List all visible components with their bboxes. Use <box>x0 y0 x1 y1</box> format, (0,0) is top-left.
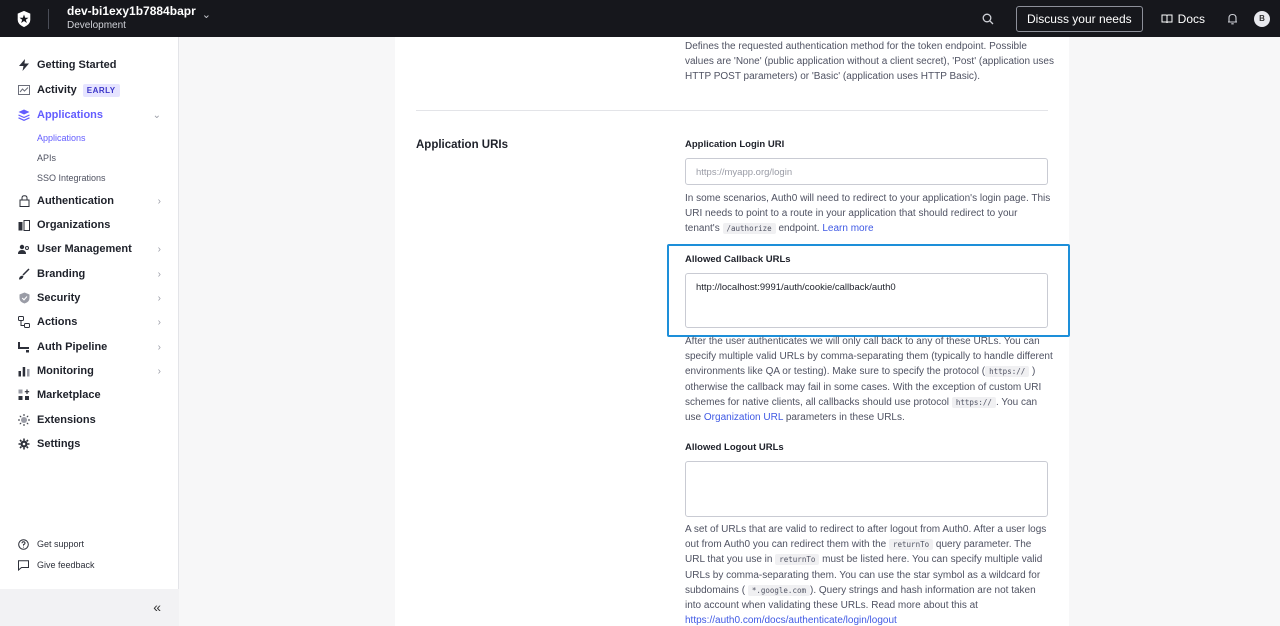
chevron-right-icon: › <box>157 341 161 353</box>
help-text: A set of URLs that are valid to redirect to after logout from Auth0. After a user logs out from Auth0 you can redirect them with the <box>685 524 1047 551</box>
sidebar-item-label: Security <box>37 292 81 304</box>
sidebar-item-label: Branding <box>37 268 86 280</box>
help-text: . You can use <box>685 396 1038 424</box>
chevron-down-icon: ⌄ <box>152 109 161 121</box>
tenant-name: dev-bi1exy1b7884bapr <box>67 4 196 18</box>
sidebar-subitem-applications[interactable]: Applications <box>37 133 86 143</box>
give-feedback-label: Give feedback <box>37 560 95 570</box>
discuss-your-needs-button[interactable]: Discuss your needs <box>1016 6 1143 32</box>
grid-plus-icon <box>17 388 31 402</box>
bell-icon[interactable] <box>1227 13 1238 25</box>
brush-icon <box>17 267 31 281</box>
code-snippet: *.google.com <box>748 585 810 596</box>
give-feedback-link[interactable] <box>0 555 179 575</box>
help-text: ). Query strings and hash information are not taken into account when validating these URLs. Read more about this at <box>685 584 1036 612</box>
allowed-logout-urls-textarea[interactable] <box>685 461 1048 517</box>
chevron-right-icon: › <box>157 195 161 207</box>
code-snippet: /authorize <box>723 223 776 234</box>
sidebar-item-branding[interactable] <box>0 263 179 285</box>
allowed-callback-urls-label: Allowed Callback URLs <box>685 254 791 265</box>
sidebar-item-label: Applications <box>37 109 104 121</box>
organization-url-link[interactable]: Organization URL <box>703 412 784 424</box>
topbar-divider <box>48 9 49 29</box>
allowed-logout-urls-label: Allowed Logout URLs <box>685 442 784 453</box>
gear-icon <box>17 437 31 451</box>
message-icon <box>17 559 29 571</box>
sidebar-item-label: Extensions <box>37 414 96 426</box>
textarea-value: http://localhost:9991/auth/cookie/callback/auth0 <box>696 282 896 293</box>
tenant-environment: Development <box>67 20 126 31</box>
token-auth-method-help: Defines the requested authentication method for the token endpoint. Possible values are 'None' (public application without a client secret), 'Post' (application uses HTTP POST parameters) or 'Basic' (application uses HTTP Basic). <box>685 41 1054 83</box>
shield-icon <box>17 291 31 305</box>
help-text: endpoint. <box>778 223 820 235</box>
sidebar-item-label: Actions <box>37 316 78 328</box>
early-badge: EARLY <box>83 84 120 97</box>
building-icon <box>17 218 31 232</box>
actions-icon <box>17 315 31 329</box>
get-support-link[interactable] <box>0 534 179 554</box>
pipeline-icon <box>17 340 31 354</box>
application-login-uri-input[interactable] <box>685 158 1048 185</box>
sidebar-item-label: Monitoring <box>37 365 94 377</box>
chevron-right-icon: › <box>157 292 161 304</box>
search-icon[interactable] <box>978 9 998 29</box>
input-placeholder: https://myapp.org/login <box>696 167 793 178</box>
layers-icon <box>17 108 31 122</box>
sidebar-item-label: Organizations <box>37 219 111 231</box>
learn-more-link[interactable]: Learn more <box>822 223 874 235</box>
users-icon <box>17 242 31 256</box>
sidebar-item-user-management[interactable] <box>0 238 179 260</box>
code-snippet: returnTo <box>775 554 819 565</box>
sidebar-item-organizations[interactable] <box>0 214 179 236</box>
sidebar-item-marketplace[interactable] <box>0 384 179 406</box>
sidebar-item-label: Auth Pipeline <box>37 341 108 353</box>
bar-chart-icon <box>17 364 31 378</box>
sidebar-item-authentication[interactable] <box>0 190 179 212</box>
application-uris-title: Application URIs <box>416 139 509 151</box>
sidebar-item-security[interactable] <box>0 287 179 309</box>
sidebar-subitem-apis[interactable]: APIs <box>37 153 57 163</box>
main-content <box>179 37 1280 626</box>
gear-burst-icon <box>17 413 31 427</box>
top-bar-actions <box>978 0 1280 37</box>
sidebar-item-label: Settings <box>37 438 81 450</box>
sidebar-item-label: Getting Started <box>37 59 117 71</box>
sidebar-item-actions[interactable] <box>0 311 179 333</box>
chevron-right-icon: › <box>157 365 161 377</box>
chevron-right-icon: › <box>157 316 161 328</box>
help-text: query parameter. The URL that you use in <box>685 539 1032 566</box>
sidebar <box>0 37 179 626</box>
sidebar-item-monitoring[interactable] <box>0 360 179 382</box>
help-text: After the user authenticates we will only call back to any of these URLs. You can specify multiple valid URLs by comma-separating them (typically to handle different environments like QA or testing). Make sure to specify the protocol ( <box>685 336 1053 378</box>
code-snippet: returnTo <box>889 539 933 550</box>
chevron-right-icon: › <box>157 243 161 255</box>
tenant-switcher[interactable] <box>67 4 196 33</box>
collapse-sidebar-icon[interactable]: « <box>153 599 161 615</box>
code-snippet: https:// <box>952 397 996 408</box>
application-login-uri-label: Application Login URI <box>685 139 785 150</box>
sidebar-item-applications[interactable] <box>0 104 179 126</box>
sidebar-item-label: Marketplace <box>37 389 101 401</box>
docs-link[interactable] <box>1161 12 1205 26</box>
top-bar <box>0 0 1280 37</box>
chevron-down-icon[interactable]: ⌄ <box>201 9 211 21</box>
help-text: must be listed here. You can specify multiple valid URLs by comma-separating them. You can use the star symbol as a wildcard for subdomains ( <box>685 554 1043 596</box>
help-text: ) otherwise the callback may fail in some cases. With the exception of custom URI schemes for native clients, all callbacks should use protocol <box>685 366 1042 408</box>
sidebar-item-auth-pipeline[interactable] <box>0 336 179 358</box>
sidebar-item-label: Authentication <box>37 195 114 207</box>
allowed-callback-urls-textarea[interactable] <box>685 273 1048 328</box>
sidebar-collapse-bar <box>0 589 179 626</box>
logout-docs-link[interactable]: https://auth0.com/docs/authenticate/login/logout <box>685 615 897 626</box>
code-snippet: https:// <box>985 366 1029 377</box>
chevron-right-icon: › <box>157 268 161 280</box>
sidebar-item-activity[interactable] <box>0 79 179 101</box>
allowed-callback-urls-help <box>685 334 1053 425</box>
help-text: In some scenarios, Auth0 will need to redirect to your application's login page. This URI needs to point to a route in your application that should redirect to your tenant's <box>685 193 1051 235</box>
lock-icon <box>17 194 31 208</box>
auth0-logo-icon[interactable] <box>6 0 42 37</box>
application-login-uri-help <box>685 191 1051 237</box>
get-support-label: Get support <box>37 539 85 549</box>
sidebar-item-extensions[interactable] <box>0 409 179 431</box>
activity-icon <box>17 83 31 97</box>
sidebar-item-settings[interactable] <box>0 433 179 455</box>
sidebar-item-label: Activity <box>37 84 77 96</box>
lightning-icon <box>17 58 31 72</box>
docs-label: Docs <box>1177 11 1205 26</box>
avatar[interactable]: B <box>1254 11 1270 27</box>
help-circle-icon <box>17 538 29 550</box>
sidebar-subitem-sso-integrations[interactable]: SSO Integrations <box>37 173 106 183</box>
sidebar-item-label: User Management <box>37 243 132 255</box>
allowed-logout-urls-help <box>685 522 1053 626</box>
sidebar-item-getting-started[interactable] <box>0 54 179 76</box>
book-icon <box>1161 14 1173 24</box>
section-divider <box>416 110 1048 111</box>
help-text: parameters in these URLs. <box>785 412 905 424</box>
